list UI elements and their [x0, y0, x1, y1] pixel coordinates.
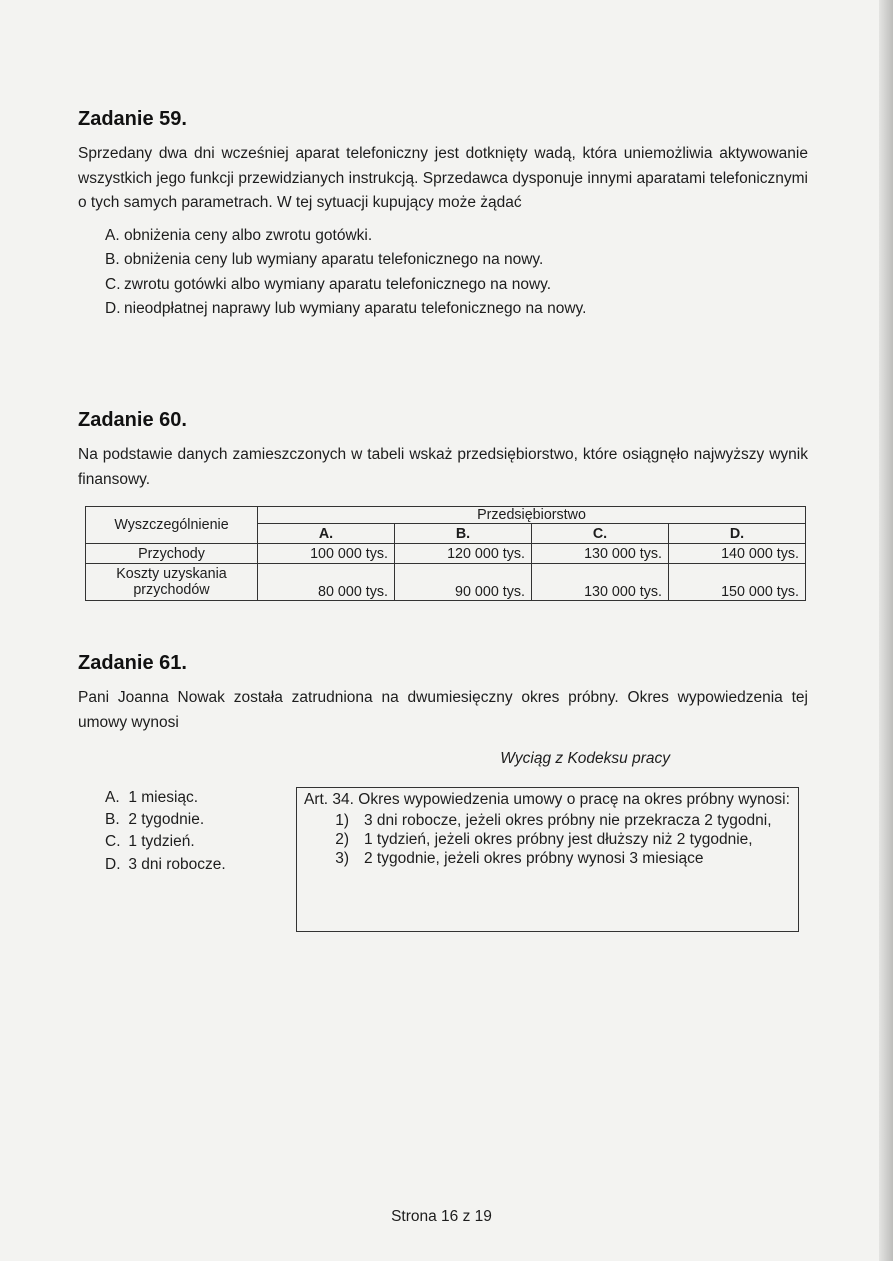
task-59-title: Zadanie 59. — [78, 108, 187, 130]
table-group-header: Przedsiębiorstwo — [258, 507, 806, 524]
table-cell: 140 000 tys. — [669, 544, 806, 564]
table-row-header: Wyszczególnienie — [86, 507, 258, 544]
excerpt-intro: Art. 34. Okres wypowiedzenia umowy o pracę na okres próbny wynosi: — [304, 791, 790, 808]
row-label-revenue: Przychody — [86, 544, 258, 564]
task-59-option-c[interactable]: C. zwrotu gotówki albo wymiany aparatu telefonicznego na nowy. — [105, 275, 552, 293]
task-61-option-c[interactable]: C. 1 tydzień. — [105, 833, 195, 851]
page-edge-shadow — [879, 0, 893, 1261]
table-cell: 150 000 tys. — [669, 564, 806, 601]
row-label-costs: Koszty uzyskania przychodów — [86, 564, 258, 601]
task-61-option-a[interactable]: A. 1 miesiąc. — [105, 789, 199, 806]
task-59-option-b[interactable]: B. obniżenia ceny lub wymiany aparatu telefonicznego na nowy. — [105, 251, 544, 269]
task-59-options — [78, 224, 808, 322]
task-61-question: Pani Joanna Nowak została zatrudniona na dwumiesięczny okres próbny. Okres wypowiedzenia tej umowy wynosi — [78, 689, 808, 731]
excerpt-point: 3) 2 tygodnie, jeżeli okres próbny wynosi 3 miesiące — [335, 850, 704, 867]
table-cell: 90 000 tys. — [395, 564, 532, 601]
excerpt-title: Wyciąg z Kodeksu pracy — [500, 750, 670, 767]
task-59-option-d[interactable]: D. nieodpłatnej naprawy lub wymiany aparatu telefonicznego na nowy. — [105, 300, 587, 318]
table-cell: 130 000 tys. — [532, 564, 669, 601]
excerpt-points — [304, 811, 791, 868]
table-cell: 100 000 tys. — [258, 544, 395, 564]
table-cell: 80 000 tys. — [258, 564, 395, 601]
task-61-option-d[interactable]: D. 3 dni robocze. — [105, 855, 226, 873]
table-cell: 120 000 tys. — [395, 544, 532, 564]
task-60-question: Na podstawie danych zamieszczonych w tabeli wskaż przedsiębiorstwo, które osiągnęło najwyższy wynik finansowy. — [78, 446, 808, 488]
column-header-a: A. — [258, 524, 395, 544]
column-header-d: D. — [669, 524, 806, 544]
column-header-b: B. — [395, 524, 532, 544]
task-60-title: Zadanie 60. — [78, 409, 187, 431]
excerpt-point: 1) 3 dni robocze, jeżeli okres próbny nie przekracza 2 tygodni, — [335, 812, 772, 829]
task-60 — [78, 409, 808, 492]
task-61 — [78, 652, 808, 735]
task-59-option-a[interactable]: A. obniżenia ceny albo zwrotu gotówki. — [105, 226, 373, 244]
task-61-option-b[interactable]: B. 2 tygodnie. — [105, 811, 205, 829]
task-61-title: Zadanie 61. — [78, 652, 187, 674]
task-59 — [78, 108, 808, 322]
task-61-options — [105, 787, 226, 876]
financial-table — [85, 506, 806, 601]
table-row-costs — [86, 564, 806, 601]
table-cell: 130 000 tys. — [532, 544, 669, 564]
task-59-question: Sprzedany dwa dni wcześniej aparat telefoniczny jest dotknięty wadą, która uniemożliwia aktywowanie wszystkich jego funkcji przewidzianych instrukcją. Sprzedawca dysponuje innymi aparatami telefonicznymi o tych samych parametrach. W tej sytuacji kupujący może żądać — [78, 145, 808, 211]
table-row-revenue — [86, 544, 806, 564]
labor-code-excerpt — [296, 787, 799, 932]
excerpt-point: 2) 1 tydzień, jeżeli okres próbny jest dłuższy niż 2 tygodnie, — [335, 831, 753, 848]
page-number: Strona 16 z 19 — [391, 1208, 492, 1225]
column-header-c: C. — [532, 524, 669, 544]
